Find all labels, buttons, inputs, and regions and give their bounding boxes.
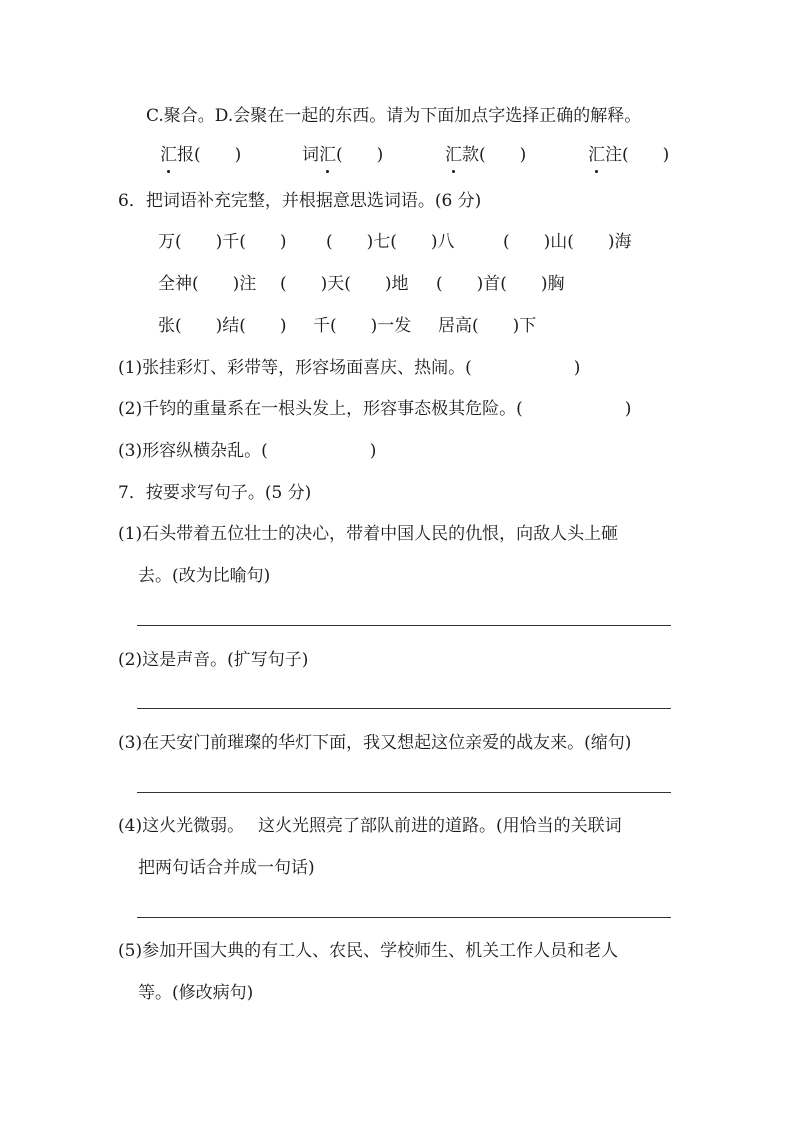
q7-s5b: 等。(修改病句)	[138, 983, 254, 1003]
dotted-char: 汇	[319, 145, 336, 165]
idiom-blank: ( )山( )海	[503, 232, 632, 252]
q7-s3: (3)在天安门前璀璨的华灯下面，我又想起这位亲爱的战友来。(缩句)	[118, 733, 632, 753]
q5-item-4: 汇注( )	[588, 145, 670, 165]
q6-title: 6．把词语补充完整，并根据意思选词语。(6 分)	[118, 191, 482, 211]
idiom-blank: ( )七( )八	[326, 232, 455, 252]
dotted-char: 汇	[160, 145, 177, 165]
answer-line-2[interactable]	[137, 708, 671, 709]
answer-line-4[interactable]	[137, 917, 671, 918]
answer-line-1[interactable]	[137, 625, 671, 626]
q7-s2: (2)这是声音。(扩写句子)	[118, 650, 309, 670]
idiom-blank: 万( )千( )	[158, 232, 287, 252]
q7-s4a: (4)这火光微弱。 这火光照亮了部队前进的道路。(用恰当的关联词	[118, 816, 622, 836]
idiom-blank: 居高( )下	[438, 316, 537, 336]
idiom-blank: 张( )结( )	[158, 316, 287, 336]
idiom-blank: ( )首( )胸	[436, 274, 565, 294]
q7-title: 7．按要求写句子。(5 分)	[118, 483, 312, 503]
q7-s4b: 把两句话合并成一句话)	[138, 858, 315, 878]
dotted-char: 汇	[445, 145, 462, 165]
q5-item-1: 汇报( )	[160, 145, 242, 165]
q7-s5a: (5)参加开国大典的有工人、农民、学校师生、机关工作人员和老人	[118, 941, 619, 961]
answer-line-3[interactable]	[137, 792, 671, 793]
idiom-blank: 千( )一发	[313, 316, 412, 336]
idiom-blank: ( )天( )地	[280, 274, 409, 294]
q7-s1b: 去。(改为比喻句)	[138, 566, 271, 586]
q6-sub1: (1)张挂彩灯、彩带等，形容场面喜庆、热闹。( )	[118, 358, 581, 378]
idiom-blank: 全神( )注	[158, 274, 257, 294]
q6-sub3: (3)形容纵横杂乱。( )	[118, 441, 377, 461]
q5-option-line: C.聚合。D.会聚在一起的东西。请为下面加点字选择正确的解释。	[146, 106, 642, 126]
dotted-char: 汇	[588, 145, 605, 165]
q5-item-2: 词汇( )	[302, 145, 384, 165]
q6-sub2: (2)千钧的重量系在一根头发上，形容事态极其危险。( )	[118, 399, 632, 419]
q5-item-3: 汇款( )	[445, 145, 527, 165]
q7-s1a: (1)石头带着五位壮士的决心，带着中国人民的仇恨，向敌人头上砸	[118, 524, 619, 544]
